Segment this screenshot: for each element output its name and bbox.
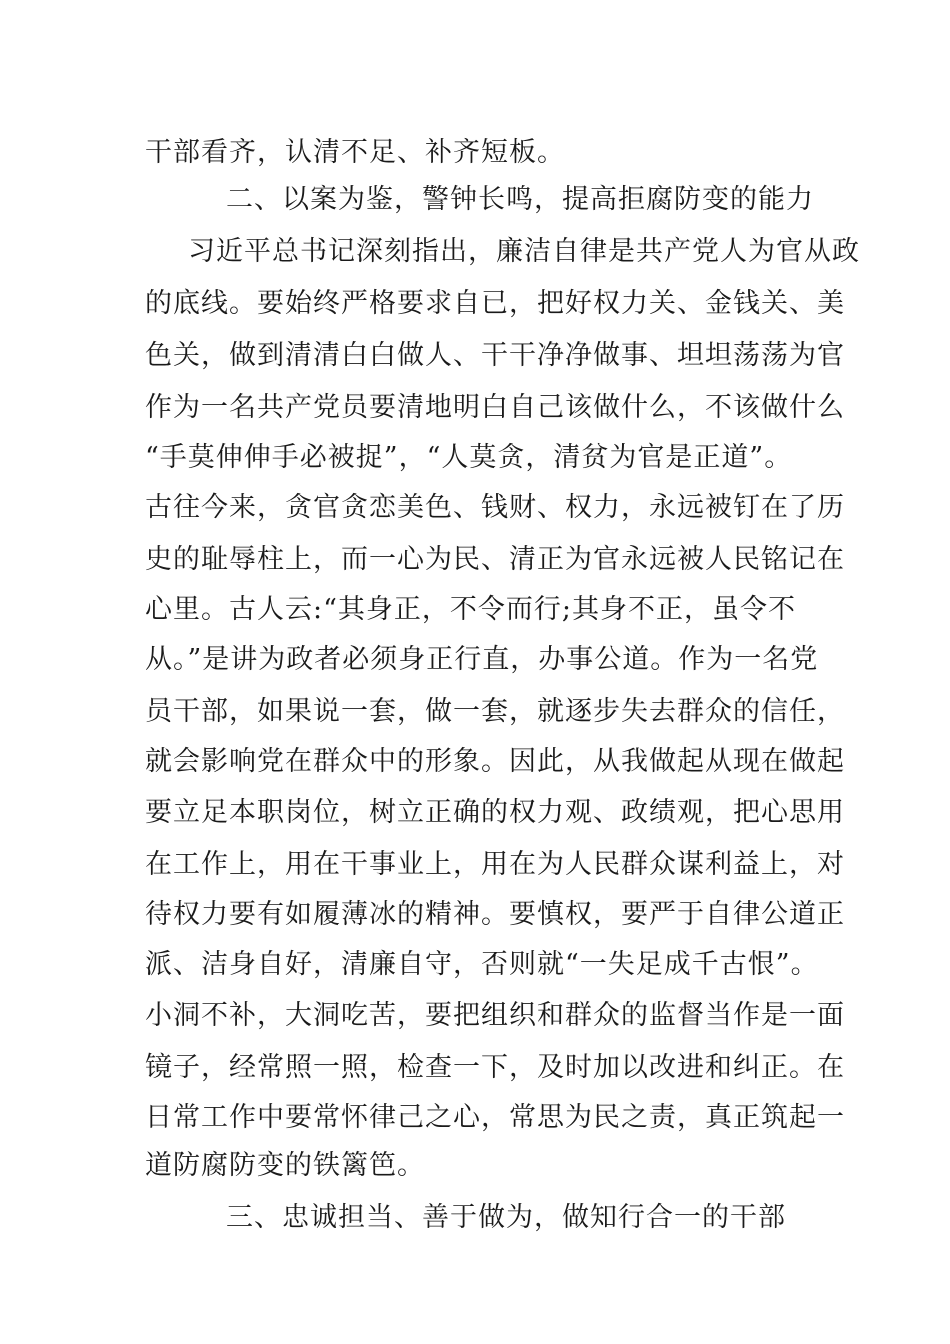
body-text-line: 日常工作中要常怀律己之心，常思为民之责，真正筑起一 <box>145 1102 845 1133</box>
body-text-line: 要立足本职岗位，树立正确的权力观、政绩观，把心思用 <box>145 797 845 828</box>
body-text-line: 员干部，如果说一套，做一套，就逐步失去群众的信任， <box>145 696 845 727</box>
body-text-line: 心里。古人云:“其身正，不令而行;其身不正，虽令不 <box>145 594 796 625</box>
body-text-line: 小洞不补，大洞吃苦，要把组织和群众的监督当作是一面 <box>145 1000 845 1031</box>
body-text-line: 在工作上，用在干事业上，用在为人民群众谋利益上，对 <box>145 849 845 880</box>
body-text-line: 古往今来，贪官贪恋美色、钱财、权力，永远被钉在了历 <box>145 492 845 523</box>
body-text-line: 待权力要有如履薄冰的精神。要慎权，要严于自律公道正 <box>145 899 845 930</box>
paragraph-first-line: 习近平总书记深刻指出，廉洁自律是共产党人为官从政 <box>188 236 860 267</box>
body-text-line: 就会影响党在群众中的形象。因此，从我做起从现在做起 <box>145 746 845 777</box>
section-heading-3: 三、忠诚担当、善于做为，做知行合一的干部 <box>226 1202 786 1233</box>
body-text-line: 史的耻辱柱上，而一心为民、清正为官永远被人民铭记在 <box>145 544 845 575</box>
body-text-line: 道防腐防变的铁篱笆。 <box>145 1150 425 1181</box>
section-heading-2: 二、以案为鉴，警钟长鸣，提高拒腐防变的能力 <box>226 184 814 215</box>
body-text-line: “手莫伸伸手必被捉”，“人莫贪，清贫为官是正道”。 <box>145 442 793 473</box>
body-text-line: 从。”是讲为政者必须身正行直，办事公道。作为一名党 <box>145 644 819 675</box>
body-text-line: 色关，做到清清白白做人、干干净净做事、坦坦荡荡为官 <box>145 340 845 371</box>
body-text-line: 镜子，经常照一照，检查一下，及时加以改进和纠正。在 <box>145 1052 845 1083</box>
body-text-line: 的底线。要始终严格要求自已，把好权力关、金钱关、美 <box>145 288 845 319</box>
body-text-line: 作为一名共产党员要清地明白自己该做什么，不该做什么 <box>145 392 845 423</box>
body-text-line: 派、洁身自好，清廉自守，否则就“一失足成千古恨”。 <box>145 949 819 980</box>
body-text-line: 干部看齐，认清不足、补齐短板。 <box>145 137 565 168</box>
